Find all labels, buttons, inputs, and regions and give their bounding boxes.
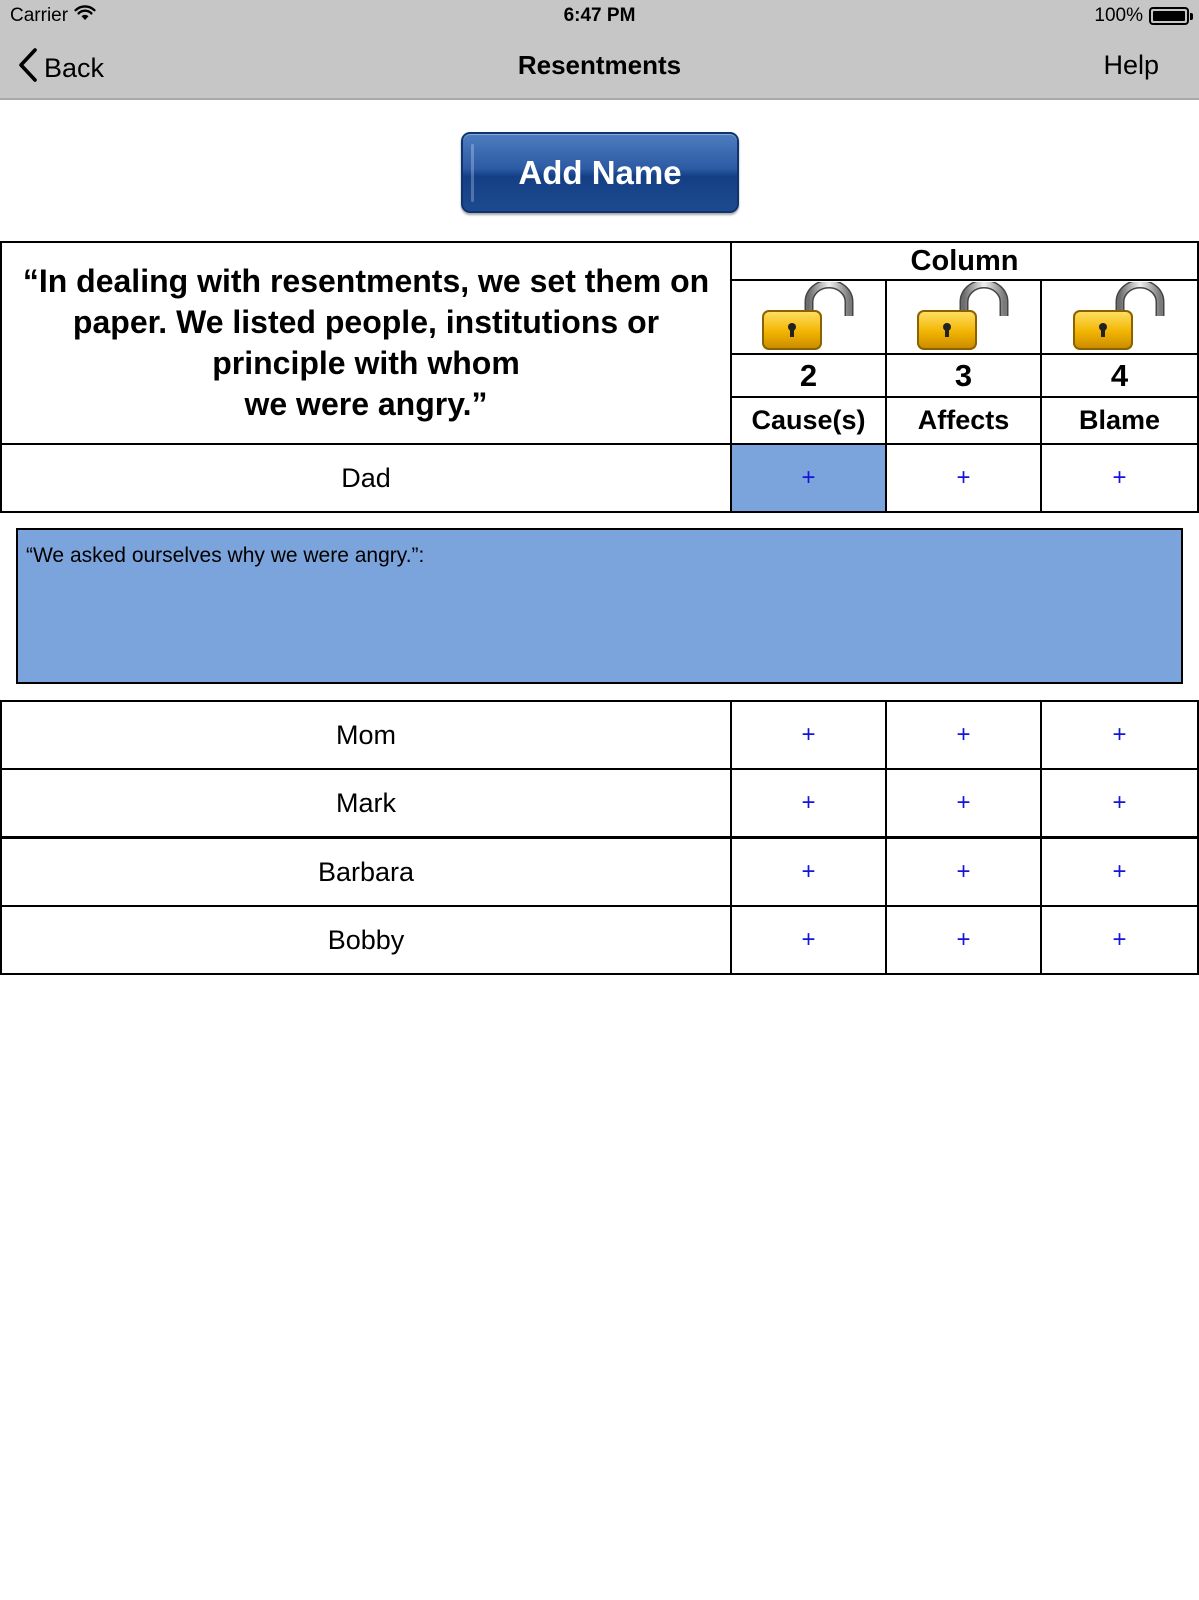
help-button[interactable]: Help bbox=[1103, 50, 1159, 80]
unlocked-padlock-icon bbox=[1070, 282, 1170, 352]
column-label: Affects bbox=[885, 396, 1042, 445]
add-blame-button[interactable]: + bbox=[1040, 768, 1199, 838]
name-cell-dad[interactable]: Dad bbox=[0, 443, 732, 513]
add-affects-button[interactable]: + bbox=[885, 837, 1042, 907]
name-cell-barbara[interactable]: Barbara bbox=[0, 837, 732, 907]
column-lock-blame[interactable] bbox=[1040, 279, 1199, 355]
column-lock-affects[interactable] bbox=[885, 279, 1042, 355]
battery-percent: 100% bbox=[1094, 5, 1143, 26]
add-cause-button[interactable]: + bbox=[730, 768, 887, 838]
add-affects-button[interactable]: + bbox=[885, 905, 1042, 975]
add-blame-button[interactable]: + bbox=[1040, 700, 1199, 770]
column-label: Cause(s) bbox=[730, 396, 887, 445]
battery-icon bbox=[1149, 7, 1189, 25]
add-cause-button[interactable]: + bbox=[730, 443, 887, 513]
carrier-label: Carrier bbox=[10, 5, 69, 26]
add-blame-button[interactable]: + bbox=[1040, 443, 1199, 513]
add-cause-button[interactable]: + bbox=[730, 837, 887, 907]
column-header: Column bbox=[730, 241, 1199, 281]
page-title: Resentments bbox=[517, 50, 682, 80]
column-number: 2 bbox=[730, 353, 887, 398]
add-name-button[interactable]: Add Name bbox=[461, 132, 739, 213]
column-number: 3 bbox=[885, 353, 1042, 398]
top-bar bbox=[0, 0, 1199, 100]
quote-line: “In dealing with resentments, we set them on bbox=[22, 263, 710, 299]
column-lock-cause[interactable] bbox=[730, 279, 887, 355]
unlocked-padlock-icon bbox=[914, 282, 1014, 352]
unlocked-padlock-icon bbox=[759, 282, 859, 352]
quote-text bbox=[23, 261, 709, 425]
back-button[interactable] bbox=[18, 48, 104, 89]
note-text: “We asked ourselves why we were angry.”: bbox=[26, 544, 425, 567]
add-affects-button[interactable]: + bbox=[885, 443, 1042, 513]
add-cause-button[interactable]: + bbox=[730, 700, 887, 770]
quote-line: principle with whom bbox=[212, 345, 520, 381]
expanded-note[interactable] bbox=[16, 528, 1183, 684]
battery-fill bbox=[1153, 11, 1185, 21]
status-battery bbox=[1094, 5, 1189, 27]
quote-line: paper. We listed people, institutions or bbox=[72, 304, 660, 340]
status-time: 6:47 PM bbox=[563, 5, 636, 26]
back-label: Back bbox=[44, 53, 105, 83]
quote-cell bbox=[0, 241, 732, 445]
name-cell-bobby[interactable]: Bobby bbox=[0, 905, 732, 975]
quote-line: we were angry.” bbox=[244, 386, 488, 422]
name-cell-mark[interactable]: Mark bbox=[0, 768, 732, 838]
add-blame-button[interactable]: + bbox=[1040, 837, 1199, 907]
add-cause-button[interactable]: + bbox=[730, 905, 887, 975]
column-label: Blame bbox=[1040, 396, 1199, 445]
name-cell-mom[interactable]: Mom bbox=[0, 700, 732, 770]
add-affects-button[interactable]: + bbox=[885, 700, 1042, 770]
column-number: 4 bbox=[1040, 353, 1199, 398]
add-blame-button[interactable]: + bbox=[1040, 905, 1199, 975]
chevron-left-icon bbox=[18, 48, 38, 89]
add-affects-button[interactable]: + bbox=[885, 768, 1042, 838]
